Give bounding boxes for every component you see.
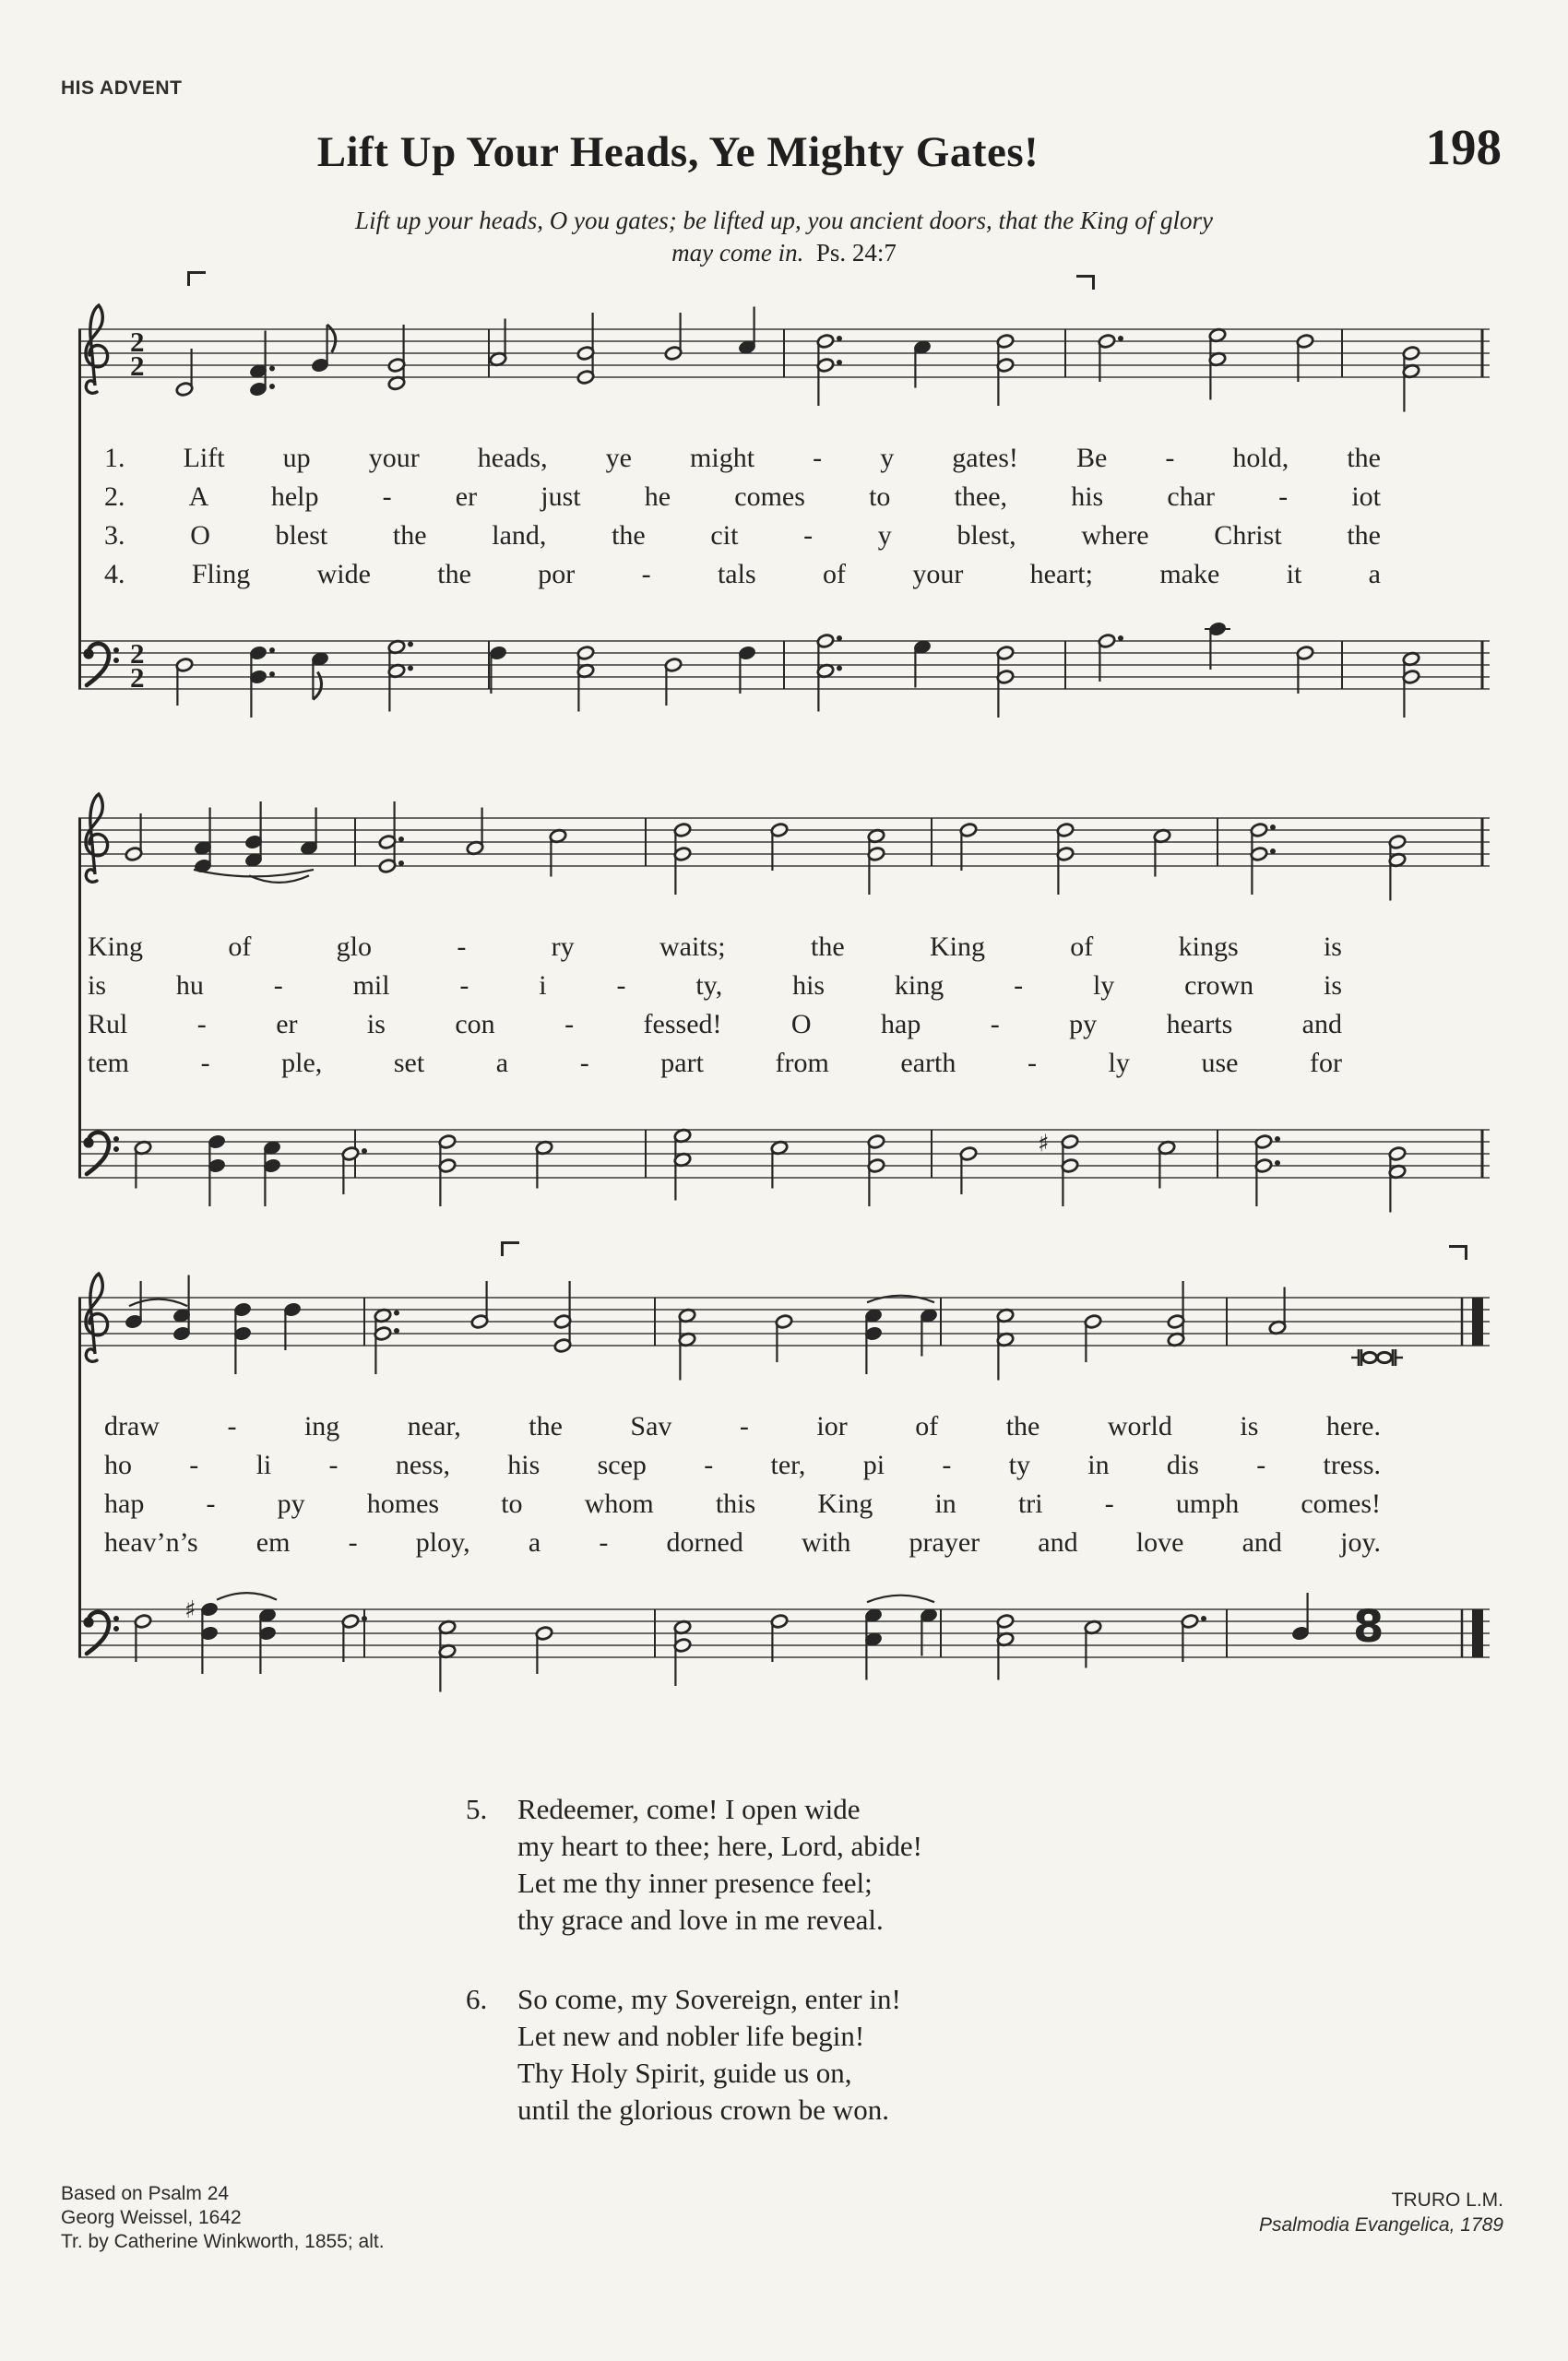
page-title: Lift Up Your Heads, Ye Mighty Gates! [316,128,1039,176]
slur-icon [129,1299,187,1307]
epigraph-line1: Lift up your heads, O you gates; be lifted up, you ancient doors, that the King of glory [355,207,1213,234]
verse-line: until the glorious crown be won. [517,2094,889,2126]
hymn-number: 198 [1425,119,1502,175]
lyric-line: draw - ing near, the Sav - ior of the world is here. [104,1411,1381,1442]
lyric-line: King of glo - ry waits; the King of kings is [88,931,1342,962]
slur-icon [217,1593,277,1600]
verse-line: Let me thy inner presence feel; [517,1867,873,1899]
treble-clef-icon [86,794,108,882]
lyric-line: 2. A help - er just he comes to thee, his char - iot [104,481,1381,512]
additional-verses [466,1791,922,2171]
sharp-icon: ♯ [184,1596,196,1625]
verse-number: 5. [466,1793,488,1825]
system-barline [78,818,81,1178]
verse-lines-2 [78,924,1490,1097]
epigraph-line2-text: may come in. [671,239,804,267]
lyric-line: tem - ple, set a - part from earth - ly use for [88,1048,1342,1078]
treble-staff [78,297,1490,435]
treble-staff [78,1265,1490,1404]
lyric-line: ho - li - ness, his scep - ter, pi - ty in dis - tress. [104,1450,1381,1480]
lyric-line: heav’n’s em - ploy, a - dorned with prayer and love and joy. [104,1527,1381,1558]
verse-line: Redeemer, come! I open wide [517,1793,861,1825]
phrase-mark-icon [1449,1245,1467,1260]
verse-line: Let new and nobler life begin! [517,2020,865,2052]
breve-note-icon [1351,1349,1403,1366]
verse-line: So come, my Sovereign, enter in! [517,1983,901,2015]
music-system-1 [78,297,1490,747]
phrase-mark-icon [187,271,206,286]
lyric-line: 4. Fling wide the por - tals of your heart; make it a [104,559,1381,589]
svg-text:2: 2 [130,661,145,694]
epigraph-line2 [0,237,1568,269]
scripture-reference: Ps. 24:7 [815,239,897,267]
treble-clef-icon [86,1274,108,1361]
section-label: HIS ADVENT [61,77,183,99]
text-credits [61,2182,385,2254]
verse-line: thy grace and love in me reveal. [517,1904,884,1936]
svg-text:2: 2 [130,326,145,358]
tune-source: Psalmodia Evangelica, 1789 [1258,2214,1503,2236]
credit-line: Georg Weissel, 1642 [61,2207,242,2228]
lyric-line: is hu - mil - i - ty, his king - ly crown is [88,970,1342,1001]
credit-line: Based on Psalm 24 [61,2183,230,2204]
system-barline [78,1298,81,1657]
phrase-mark-icon [1076,275,1095,290]
bass-staff [78,1097,1490,1236]
stanza-6 [466,1981,922,2129]
svg-text:2: 2 [130,350,145,382]
bass-staff [78,609,1490,747]
phrase-mark-icon [501,1241,519,1256]
stanza-5 [466,1791,922,1939]
breve-chord-glyph: 8 [1353,1601,1384,1654]
treble-clef-icon [86,305,108,393]
music-system-3 [78,1265,1490,1715]
tune-name: TRURO L.M. [1391,2189,1503,2211]
treble-staff [78,786,1490,924]
system-barline [78,329,81,689]
time-signature [130,637,145,694]
svg-text:2: 2 [130,637,145,670]
verse-lines-3 [78,1404,1490,1577]
credit-line: Tr. by Catherine Winkworth, 1855; alt. [61,2231,385,2252]
lyric-line: hap - py homes to whom this King in tri - umph comes! [104,1489,1381,1519]
slur-icon [867,1296,934,1303]
sharp-icon: ♯ [1038,1130,1050,1158]
lyric-line: Rul - er is con - fessed! O hap - py hearts and [88,1009,1342,1039]
verse-line: Thy Holy Spirit, guide us on, [517,2057,852,2089]
verse-line: my heart to thee; here, Lord, abide! [517,1830,922,1862]
tune-credits [1259,2188,1503,2237]
lyric-line: 3. O blest the land, the cit - y blest, where Christ the [104,520,1381,551]
verse-number: 6. [466,1983,488,2015]
scripture-epigraph [0,205,1568,269]
lyric-line: 1. Lift up your heads, ye might - y gates! Be - hold, the [104,443,1381,473]
verse-lines-1 [78,435,1490,609]
music-system-2 [78,786,1490,1236]
slur-icon [867,1596,934,1603]
time-signature [130,326,145,382]
bass-staff [78,1577,1490,1715]
slur-icon [194,870,314,877]
